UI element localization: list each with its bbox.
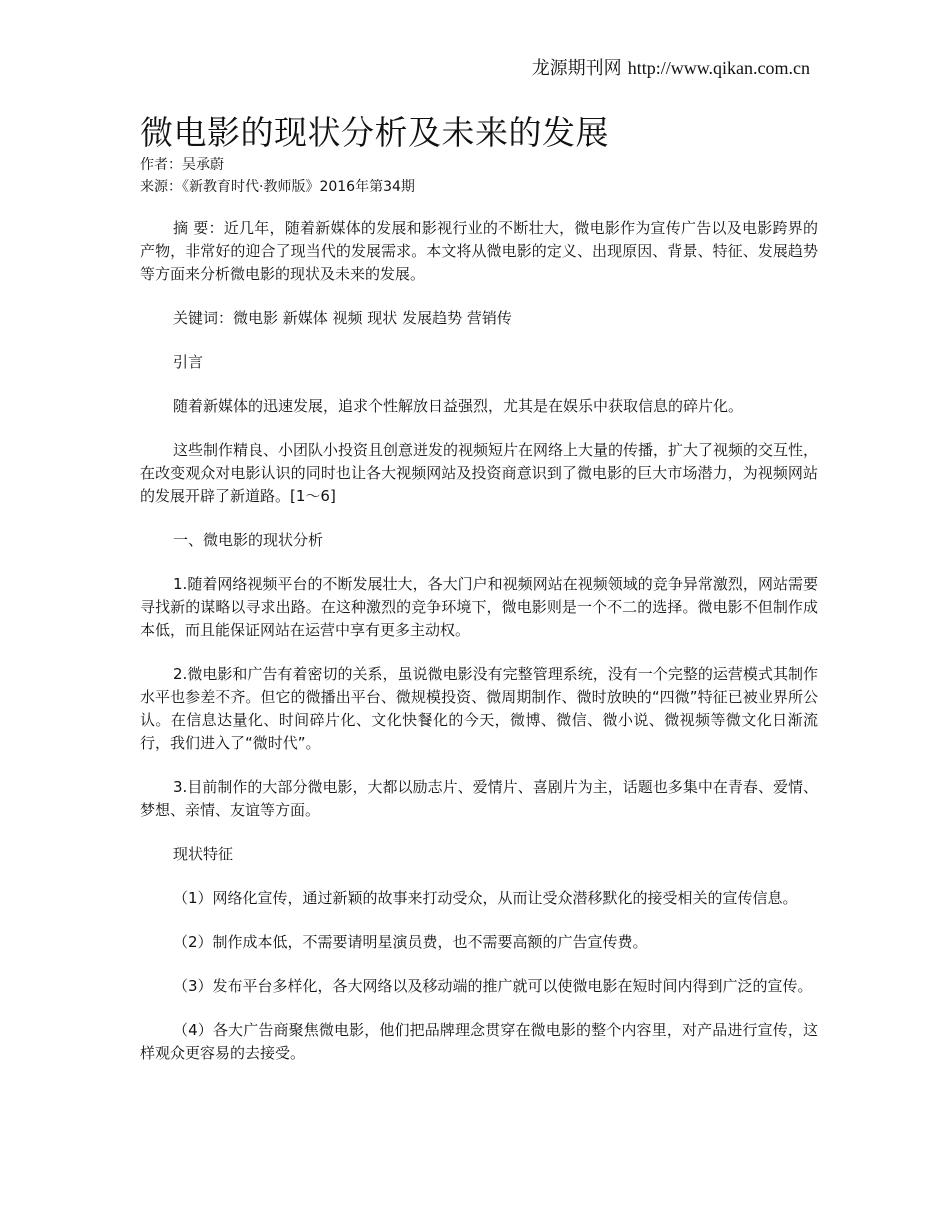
page-header — [532, 54, 810, 80]
journal-url[interactable]: http://www.qikan.com.cn — [627, 58, 810, 78]
journal-brand: 龙源期刊网 — [531, 58, 622, 79]
feature-item: （1）网络化宣传，通过新颖的故事来打动受众，从而让受众潜移默化的接受相关的宣传信息。 — [173, 889, 798, 907]
section-heading-intro: 引言 — [173, 353, 204, 371]
feature-item: （3）发布平台多样化，各大网络以及移动端的推广就可以使微电影在短时间内得到广泛的宣传。 — [173, 977, 813, 995]
article-body — [140, 217, 818, 1065]
abstract-paragraph: 摘 要：近几年，随着新媒体的发展和影视行业的不断壮大，微电影作为宣传广告以及电影跨界的产物，非常好的迎合了现当代的发展需求。本文将从微电影的定义、出现原因、背景、特征、发展趋势等方面来分析微电影的现状及未来的发展。 — [140, 219, 818, 283]
article-author: 作者：吴承蔚 — [140, 157, 224, 173]
feature-item: （2）制作成本低，不需要请明星演员费，也不需要高额的广告宣传费。 — [173, 933, 648, 951]
article-source: 来源：《新教育时代·教师版》2016年第34期 — [140, 179, 415, 195]
body-paragraph: 随着新媒体的迅速发展，追求个性解放日益强烈，尤其是在娱乐中获取信息的碎片化。 — [173, 397, 744, 415]
body-paragraph: 这些制作精良、小团队小投资且创意迸发的视频短片在网络上大量的传播，扩大了视频的交互性，在改变观众对电影认识的同时也让各大视频网站及投资商意识到了微电影的巨大市场潜力，为视频网站的发展开辟了新道路。[1～6] — [140, 441, 819, 505]
article-title: 微电影的现状分析及未来的发展 — [140, 113, 609, 152]
keywords-paragraph: 关键词：微电影 新媒体 视频 现状 发展趋势 营销传 — [173, 309, 512, 327]
feature-item: （4）各大广告商聚焦微电影，他们把品牌理念贯穿在微电影的整个内容里，对产品进行宣传，这样观众更容易的去接受。 — [140, 1021, 818, 1062]
body-paragraph: 1.随着网络视频平台的不断发展壮大，各大门户和视频网站在视频领域的竞争异常激烈，网站需要寻找新的谋略以寻求出路。在这种激烈的竞争环境下，微电影则是一个不二的选择。微电影不但制作成本低，而且能保证网站在运营中享有更多主动权。 — [140, 575, 818, 639]
section-heading-1: 一、微电影的现状分析 — [173, 531, 324, 549]
section-heading-features: 现状特征 — [173, 845, 234, 863]
body-paragraph: 2.微电影和广告有着密切的关系，虽说微电影没有完整管理系统，没有一个完整的运营模式其制作水平也参差不齐。但它的微播出平台、微规模投资、微周期制作、微时放映的“四微”特征已被业界所公认。在信息达量化、时间碎片化、文化快餐化的今天，微博、微信、微小说、微视频等微文化日渐流行，我们进入了“微时代”。 — [140, 665, 818, 752]
body-paragraph: 3.目前制作的大部分微电影，大都以励志片、爱情片、喜剧片为主，话题也多集中在青春、爱情、梦想、亲情、友谊等方面。 — [140, 778, 818, 819]
article — [140, 112, 818, 1086]
